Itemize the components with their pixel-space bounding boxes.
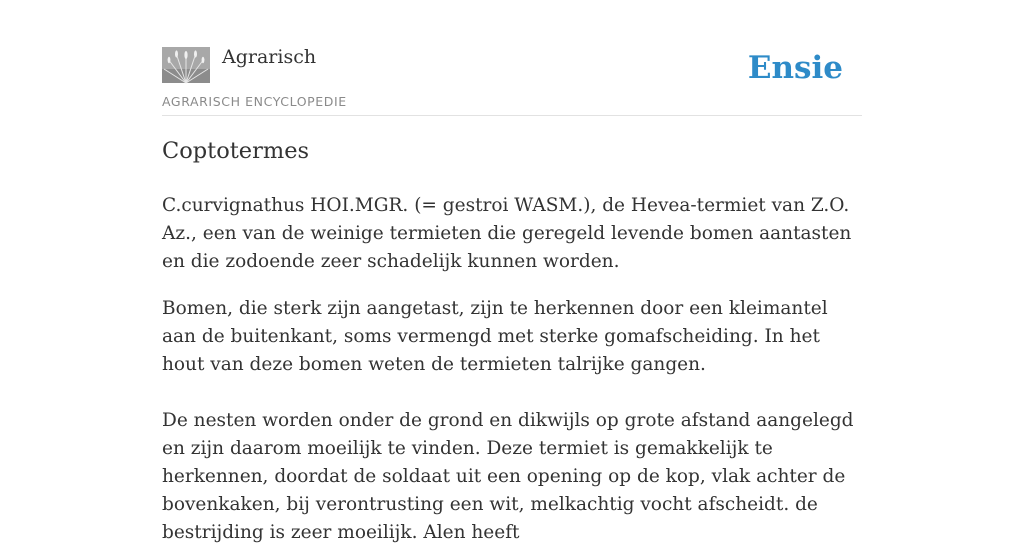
paragraph: De nesten worden onder de grond en dikwijls op grote afstand aangelegd en zijn daarom moeilijk te vinden. Deze termiet is gemakkelijk te herkennen, doordat de soldaat uit een opening op de kop, vlak achter de bovenkaken, bij verontrusting een wit, melkachtig vocht afscheidt. de bestrijding is zeer moeilijk. Alen heeft	[162, 410, 854, 543]
paragraph: C.curvignathus HOI.MGR. (= gestroi WASM.), de Hevea-termiet van Z.O. Az., een van de weinige termieten die geregeld levende bomen aantasten en die zodoende zeer schadelijk kunnen worden.	[162, 195, 852, 272]
brand-logo[interactable]: Ensie	[747, 50, 843, 86]
article-body	[162, 192, 862, 547]
site-subtitle[interactable]: AGRARISCH ENCYCLOPEDIE	[162, 94, 347, 109]
page-title: Coptotermes	[162, 138, 310, 164]
paragraph: Bomen, die sterk zijn aangetast, zijn te herkennen door een kleimantel aan de buitenkant, soms vermengd met sterke gomafscheiding. In het hout van deze bomen weten de termieten talrijke gangen.	[162, 298, 828, 375]
site-name[interactable]: Agrarisch	[222, 46, 317, 68]
site-header	[162, 44, 862, 116]
wheat-logo-icon[interactable]	[162, 47, 210, 83]
